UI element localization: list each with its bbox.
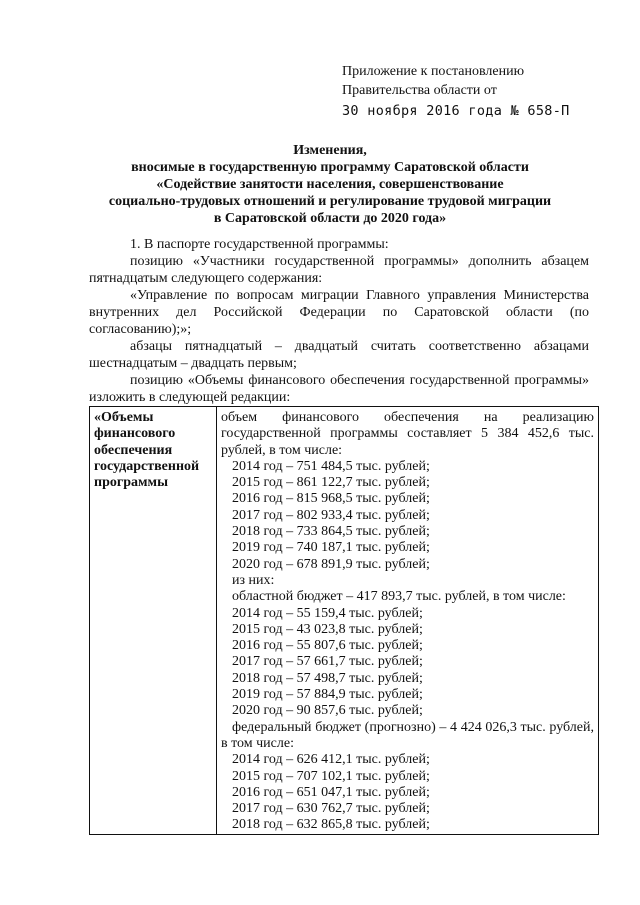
regional-years-list bbox=[221, 606, 594, 720]
year-amount-line: 2014 год – 626 412,1 тыс. рублей; bbox=[232, 752, 430, 768]
paragraph: 1. В паспорте государственной программы: bbox=[130, 237, 389, 252]
appendix-header bbox=[342, 62, 602, 121]
table-row bbox=[90, 407, 599, 835]
title-line: в Саратовской области до 2020 года» bbox=[213, 211, 447, 226]
document-title bbox=[80, 142, 580, 227]
paragraph: позицию «Объемы финансового обеспечения государственной программы» изложить в следующей редакции: bbox=[89, 373, 589, 405]
regional-budget-line: областной бюджет – 417 893,7 тыс. рублей, в том числе: bbox=[232, 589, 566, 605]
year-amount-line: 2015 год – 43 023,8 тыс. рублей; bbox=[232, 621, 423, 637]
appendix-date-stamp: 30 ноября 2016 года № 658-П bbox=[342, 103, 570, 119]
financing-intro: объем финансового обеспечения на реализацию государственной программы составляет 5 384 452,6 тыс. рублей, в том числе: bbox=[221, 410, 594, 458]
financing-table bbox=[89, 406, 599, 835]
paragraph: «Управление по вопросам миграции Главного управления Министерства внутренних дел Российской Федерации по Саратовской области (по согласованию);»; bbox=[89, 288, 589, 337]
year-amount-line: 2018 год – 57 498,7 тыс. рублей; bbox=[232, 670, 423, 686]
year-amount-line: 2017 год – 802 933,4 тыс. рублей; bbox=[232, 507, 430, 523]
table-cell-content bbox=[217, 407, 599, 835]
of-them-label: из них: bbox=[232, 572, 275, 588]
federal-budget-line: федеральный бюджет (прогнозно) – 4 424 026,3 тыс. рублей, в том числе: bbox=[221, 719, 594, 751]
title-line: вносимые в государственную программу Саратовской области bbox=[131, 160, 529, 175]
year-amount-line: 2019 год – 57 884,9 тыс. рублей; bbox=[232, 687, 423, 703]
year-amount-line: 2016 год – 815 968,5 тыс. рублей; bbox=[232, 491, 430, 507]
appendix-line: Правительства области от bbox=[342, 83, 497, 98]
year-amount-line: 2015 год – 861 122,7 тыс. рублей; bbox=[232, 475, 430, 491]
year-amount-line: 2017 год – 630 762,7 тыс. рублей; bbox=[232, 801, 430, 817]
year-amount-line: 2014 год – 751 484,5 тыс. рублей; bbox=[232, 458, 430, 474]
year-amount-line: 2016 год – 651 047,1 тыс. рублей; bbox=[232, 784, 430, 800]
federal-years-list bbox=[221, 752, 594, 833]
year-amount-line: 2020 год – 678 891,9 тыс. рублей; bbox=[232, 556, 430, 572]
document-body bbox=[89, 236, 589, 406]
year-amount-line: 2015 год – 707 102,1 тыс. рублей; bbox=[232, 768, 430, 784]
title-line: социально-трудовых отношений и регулирование трудовой миграции bbox=[108, 194, 552, 209]
year-amount-line: 2014 год – 55 159,4 тыс. рублей; bbox=[232, 605, 423, 621]
paragraph: абзацы пятнадцатый – двадцатый считать соответственно абзацами шестнадцатым – двадцать первым; bbox=[89, 339, 589, 371]
year-amount-line: 2020 год – 90 857,6 тыс. рублей; bbox=[232, 703, 423, 719]
paragraph: позицию «Участники государственной программы» дополнить абзацем пятнадцатым следующего содержания: bbox=[89, 254, 589, 286]
year-amount-line: 2016 год – 55 807,6 тыс. рублей; bbox=[232, 638, 423, 654]
year-amount-line: 2018 год – 632 865,8 тыс. рублей; bbox=[232, 817, 430, 833]
year-amount-line: 2018 год – 733 864,5 тыс. рублей; bbox=[232, 524, 430, 540]
year-amount-line: 2017 год – 57 661,7 тыс. рублей; bbox=[232, 654, 423, 670]
total-years-list bbox=[221, 459, 594, 573]
title-line: «Содействие занятости населения, совершенствование bbox=[156, 177, 504, 192]
appendix-line: Приложение к постановлению bbox=[342, 64, 525, 79]
title-line: Изменения, bbox=[293, 143, 367, 158]
year-amount-line: 2019 год – 740 187,1 тыс. рублей; bbox=[232, 540, 430, 556]
table-cell-label: «Объемы финансового обеспечения государственной программы bbox=[90, 407, 217, 835]
